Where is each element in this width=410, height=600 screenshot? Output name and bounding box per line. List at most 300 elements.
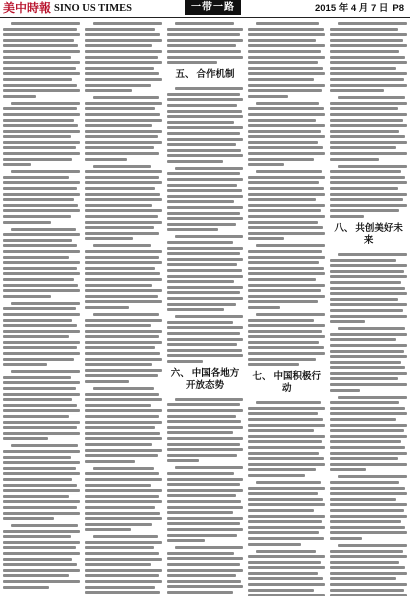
text-line	[3, 432, 80, 435]
text-line	[167, 591, 233, 594]
text-line	[167, 489, 244, 492]
text-line	[11, 302, 80, 305]
text-line	[330, 452, 407, 455]
text-line	[3, 250, 80, 253]
text-line	[85, 226, 154, 229]
text-line	[3, 421, 80, 424]
text-line	[167, 580, 241, 583]
text-line	[330, 28, 398, 31]
text-line	[85, 72, 159, 75]
text-line	[3, 352, 80, 355]
text-line	[167, 263, 238, 266]
text-line	[248, 226, 322, 229]
text-line	[3, 272, 80, 275]
text-line	[85, 78, 162, 81]
text-line	[3, 346, 77, 349]
text-line	[3, 28, 77, 31]
text-line	[3, 580, 80, 583]
text-line	[167, 459, 199, 462]
text-line	[3, 33, 80, 36]
text-line	[330, 281, 401, 284]
text-line	[330, 418, 396, 421]
text-line	[11, 370, 80, 373]
section-heading	[167, 368, 244, 392]
text-line	[3, 181, 80, 184]
article-paragraph	[85, 22, 162, 92]
text-line	[167, 61, 217, 64]
issue-date: 2015 年 4 月 7 日	[314, 3, 389, 14]
text-line	[175, 87, 244, 90]
text-line	[248, 295, 325, 298]
text-line	[248, 324, 325, 327]
text-line	[167, 297, 244, 300]
text-line	[3, 586, 49, 589]
text-line	[330, 509, 404, 512]
text-line	[3, 187, 77, 190]
text-line	[330, 193, 407, 196]
text-line	[167, 44, 236, 47]
text-line	[248, 561, 321, 564]
text-line	[85, 113, 160, 116]
text-line	[85, 107, 156, 110]
text-line	[3, 152, 80, 155]
text-line	[85, 204, 153, 207]
text-line	[330, 309, 403, 312]
text-line	[167, 517, 244, 520]
text-line	[85, 421, 162, 424]
text-line	[3, 67, 76, 70]
text-line	[248, 209, 321, 212]
text-line	[3, 341, 80, 344]
text-line	[167, 557, 244, 560]
text-line	[3, 387, 76, 390]
text-line	[330, 181, 407, 184]
text-line	[248, 300, 317, 303]
text-line	[85, 250, 162, 253]
text-line	[248, 267, 323, 270]
text-line	[330, 298, 398, 301]
text-line	[85, 426, 156, 429]
article-paragraph	[167, 167, 244, 232]
article-paragraph	[248, 22, 325, 98]
text-line	[85, 586, 156, 589]
text-line	[330, 102, 407, 105]
text-line	[167, 104, 238, 107]
article-paragraph	[330, 96, 407, 161]
text-line	[85, 563, 151, 566]
article-paragraph	[3, 22, 80, 98]
text-line	[3, 313, 80, 316]
text-line	[248, 306, 279, 309]
text-line	[248, 577, 322, 580]
text-line	[167, 343, 238, 346]
text-line	[330, 287, 405, 290]
text-line	[3, 278, 74, 281]
text-line	[330, 89, 384, 92]
text-line	[248, 463, 325, 466]
text-line	[167, 291, 240, 294]
text-line	[256, 170, 322, 173]
text-line	[85, 124, 153, 127]
text-line	[338, 253, 407, 256]
text-line	[167, 121, 235, 124]
text-line	[85, 67, 154, 70]
text-line	[85, 546, 154, 549]
section-heading-title: 共创美好未来	[355, 223, 403, 246]
text-line	[248, 594, 325, 596]
text-line	[167, 478, 244, 481]
article-paragraph	[330, 544, 407, 596]
newspaper-logo: 美中時報	[3, 1, 52, 15]
text-line	[3, 44, 78, 47]
text-line	[85, 472, 159, 475]
text-line	[167, 93, 241, 96]
text-line	[3, 233, 80, 236]
text-line	[3, 295, 51, 298]
text-line	[338, 327, 404, 330]
text-line	[248, 272, 325, 275]
text-line	[175, 22, 235, 25]
text-line	[330, 170, 401, 173]
text-line	[85, 39, 162, 42]
text-line	[330, 56, 404, 59]
text-line	[3, 244, 77, 247]
section-heading-number: 七、	[252, 371, 272, 383]
text-line	[167, 308, 225, 311]
text-line	[3, 484, 77, 487]
text-line	[248, 531, 319, 534]
text-line	[3, 363, 47, 366]
text-line	[256, 401, 321, 404]
text-line	[167, 160, 223, 163]
text-line	[248, 215, 325, 218]
text-line	[85, 256, 159, 259]
article-paragraph	[248, 244, 325, 309]
article-paragraph	[167, 315, 244, 363]
text-line	[85, 221, 162, 224]
text-line	[330, 44, 407, 47]
text-line	[3, 558, 72, 561]
text-line	[167, 539, 205, 542]
text-line	[248, 33, 325, 36]
text-line	[167, 223, 236, 226]
text-line	[167, 56, 244, 59]
article-paragraph	[85, 244, 162, 309]
text-line	[3, 141, 80, 144]
text-line	[248, 61, 317, 64]
text-line	[256, 102, 319, 105]
text-line	[85, 272, 160, 275]
text-line	[167, 110, 242, 113]
text-line	[167, 252, 241, 255]
article-paragraph	[167, 235, 244, 311]
article-column	[167, 22, 244, 596]
text-line	[256, 313, 325, 316]
text-line	[330, 187, 398, 190]
text-line	[167, 338, 244, 341]
text-line	[338, 22, 407, 25]
text-line	[3, 256, 69, 259]
text-line	[248, 520, 322, 523]
text-line	[330, 152, 407, 155]
text-line	[248, 176, 325, 179]
text-line	[167, 178, 244, 181]
text-line	[330, 531, 407, 534]
text-line	[3, 163, 31, 166]
text-line	[85, 209, 162, 212]
text-line	[3, 261, 80, 264]
text-line	[248, 193, 325, 196]
text-line	[167, 143, 236, 146]
text-line	[248, 141, 317, 144]
text-line	[167, 426, 244, 429]
text-line	[3, 478, 72, 481]
text-line	[3, 204, 78, 207]
masthead	[0, 0, 410, 18]
text-line	[248, 28, 323, 31]
article-paragraph	[3, 102, 80, 167]
text-line	[85, 409, 162, 412]
text-line	[85, 146, 154, 149]
text-line	[248, 130, 321, 133]
text-line	[167, 195, 244, 198]
text-line	[248, 543, 300, 546]
text-line	[330, 176, 405, 179]
text-line	[167, 483, 240, 486]
text-line	[330, 39, 403, 42]
text-line	[167, 552, 235, 555]
text-line	[248, 452, 319, 455]
text-line	[3, 381, 80, 384]
text-line	[167, 506, 244, 509]
text-line	[85, 460, 136, 463]
text-line	[11, 102, 80, 105]
text-line	[330, 463, 407, 466]
text-line	[167, 189, 242, 192]
text-line	[248, 589, 314, 592]
article-column	[248, 22, 325, 596]
text-line	[167, 28, 244, 31]
text-line	[330, 468, 366, 471]
text-line	[167, 354, 244, 357]
article-column	[85, 22, 162, 596]
text-line	[85, 50, 162, 53]
text-line	[248, 56, 325, 59]
text-line	[330, 333, 407, 336]
text-line	[3, 472, 80, 475]
text-line	[167, 50, 241, 53]
text-line	[167, 286, 244, 289]
text-line	[248, 119, 316, 122]
article-paragraph	[248, 102, 325, 167]
text-line	[330, 198, 403, 201]
text-line	[93, 96, 159, 99]
text-line	[248, 503, 325, 506]
text-line	[248, 424, 325, 427]
text-line	[330, 440, 401, 443]
text-line	[167, 563, 240, 566]
text-line	[330, 424, 407, 427]
text-line	[85, 569, 162, 572]
text-line	[3, 119, 74, 122]
text-line	[167, 349, 242, 352]
text-line	[3, 124, 78, 127]
text-line	[85, 517, 162, 520]
text-line	[330, 429, 404, 432]
article-paragraph	[248, 401, 325, 477]
text-line	[330, 259, 396, 262]
text-line	[85, 28, 156, 31]
text-line	[3, 517, 54, 520]
text-line	[248, 261, 319, 264]
article-paragraph	[85, 96, 162, 161]
article-paragraph	[85, 313, 162, 383]
page-number: P8	[392, 3, 404, 14]
text-line	[167, 585, 244, 588]
text-line	[330, 503, 407, 506]
article-paragraph	[248, 550, 325, 597]
text-line	[248, 163, 283, 166]
article-paragraph	[3, 170, 80, 223]
text-line	[167, 303, 236, 306]
text-line	[167, 569, 244, 572]
article-paragraph	[85, 467, 162, 532]
text-line	[248, 158, 314, 161]
text-line	[3, 61, 80, 64]
article-paragraph	[167, 466, 244, 542]
text-line	[248, 95, 288, 98]
text-line	[330, 33, 407, 36]
text-line	[330, 344, 407, 347]
text-line	[330, 141, 407, 144]
text-line	[3, 489, 80, 492]
text-line	[3, 107, 77, 110]
text-line	[85, 358, 162, 361]
text-line	[248, 330, 322, 333]
text-line	[3, 495, 69, 498]
text-line	[248, 256, 325, 259]
text-line	[338, 396, 407, 399]
text-line	[248, 515, 325, 518]
text-line	[167, 420, 241, 423]
text-line	[248, 44, 325, 47]
text-line	[248, 435, 325, 438]
text-line	[330, 275, 407, 278]
text-line	[167, 403, 240, 406]
section-heading	[167, 69, 244, 81]
text-line	[85, 84, 151, 87]
article-column	[330, 22, 407, 596]
text-line	[85, 398, 162, 401]
text-line	[85, 346, 156, 349]
text-line	[248, 89, 322, 92]
text-line	[175, 546, 244, 549]
text-line	[330, 124, 407, 127]
article-paragraph	[3, 228, 80, 298]
text-line	[93, 535, 158, 538]
text-line	[3, 404, 77, 407]
text-line	[3, 335, 69, 338]
text-line	[330, 583, 407, 586]
text-line	[167, 269, 242, 272]
article-paragraph	[330, 22, 407, 92]
text-line	[3, 221, 51, 224]
text-line	[167, 132, 240, 135]
text-line	[93, 165, 151, 168]
text-line	[330, 303, 407, 306]
text-line	[330, 158, 379, 161]
section-heading	[330, 223, 407, 247]
text-line	[248, 113, 325, 116]
text-line	[330, 407, 404, 410]
text-line	[3, 198, 74, 201]
text-line	[3, 89, 80, 92]
text-line	[3, 535, 71, 538]
text-line	[85, 454, 158, 457]
text-line	[330, 119, 403, 122]
text-line	[85, 558, 162, 561]
text-line	[248, 407, 325, 410]
text-line	[85, 152, 159, 155]
text-line	[85, 432, 160, 435]
text-line	[85, 300, 162, 303]
text-line	[330, 135, 404, 138]
text-line	[330, 383, 407, 386]
article-paragraph	[248, 170, 325, 240]
text-line	[167, 534, 238, 537]
text-line	[330, 435, 407, 438]
text-line	[85, 415, 159, 418]
text-line	[338, 165, 407, 168]
text-line	[85, 341, 162, 344]
text-line	[248, 537, 323, 540]
text-line	[11, 524, 78, 527]
text-line	[85, 56, 158, 59]
article-paragraph	[167, 87, 244, 163]
text-line	[330, 350, 404, 353]
article-paragraph	[248, 481, 325, 546]
text-line	[248, 221, 317, 224]
text-line	[330, 572, 407, 575]
text-line	[330, 292, 407, 295]
text-line	[3, 541, 80, 544]
text-line	[85, 574, 159, 577]
text-line	[167, 494, 236, 497]
text-line	[248, 509, 314, 512]
text-line	[85, 267, 156, 270]
text-line	[3, 376, 71, 379]
text-line	[167, 528, 244, 531]
text-line	[3, 39, 74, 42]
text-line	[330, 209, 399, 212]
text-line	[85, 198, 162, 201]
text-line	[248, 124, 325, 127]
text-line	[330, 50, 399, 53]
text-line	[167, 115, 244, 118]
text-line	[93, 387, 154, 390]
text-line	[167, 258, 244, 261]
text-line	[330, 107, 398, 110]
text-line	[85, 374, 158, 377]
text-line	[248, 50, 321, 53]
text-line	[167, 206, 244, 209]
text-line	[3, 426, 77, 429]
text-line	[330, 555, 407, 558]
text-line	[330, 377, 398, 380]
text-line	[167, 241, 233, 244]
text-line	[330, 492, 407, 495]
text-line	[256, 550, 316, 553]
